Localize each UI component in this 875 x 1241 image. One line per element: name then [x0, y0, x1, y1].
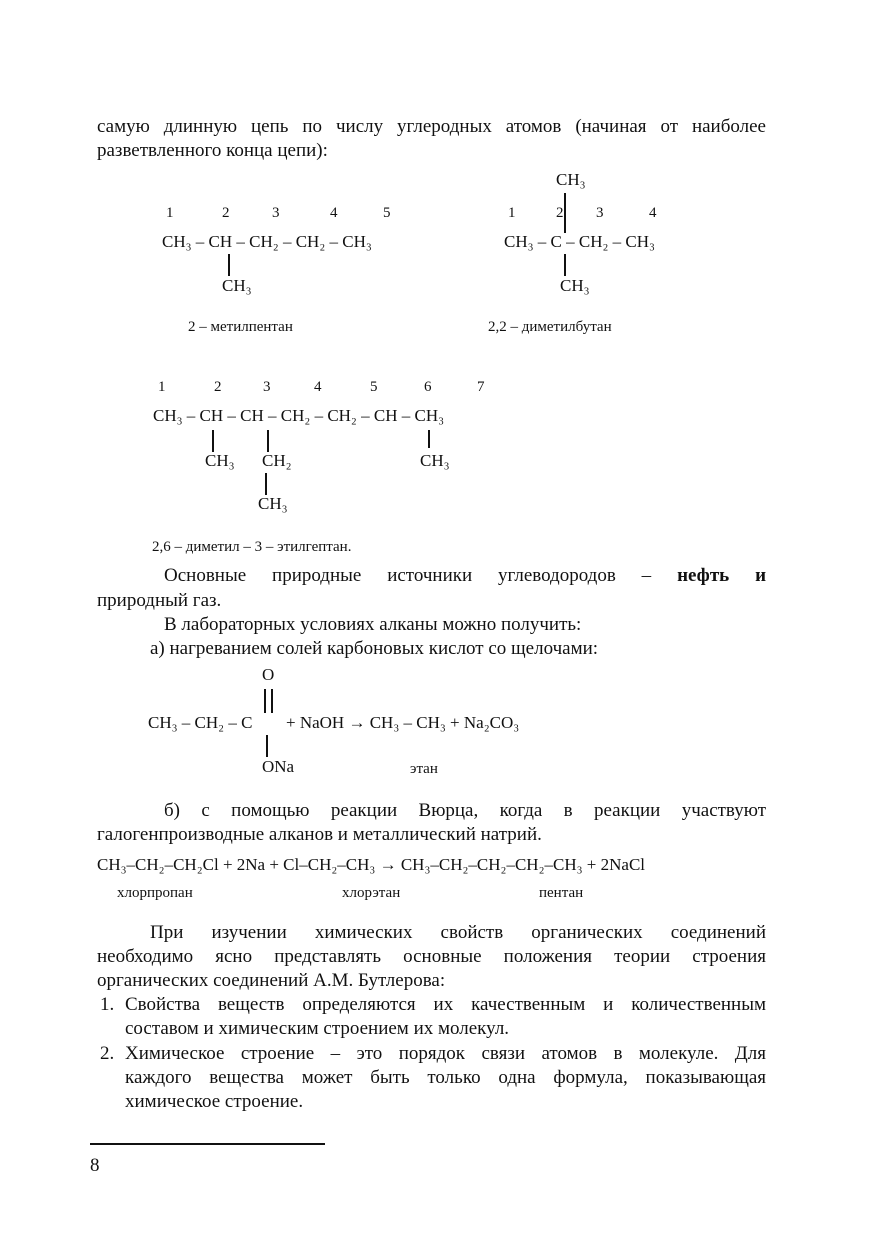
intro-line-2: разветвленного конца цепи): [97, 140, 328, 161]
atom-number: 1 [158, 379, 166, 395]
bond-line [564, 254, 566, 276]
reagent-name: хлорпропан [117, 885, 193, 901]
formula-branch-top: CH₃ [556, 170, 586, 189]
sources-line-1 [164, 565, 766, 588]
atom-number: 3 [263, 379, 271, 395]
atom-number: 1 [166, 205, 174, 221]
atom-number: 7 [477, 379, 485, 395]
product-name: пентан [539, 885, 584, 901]
double-bond-line [264, 689, 266, 713]
atom-number: 1 [508, 205, 516, 221]
atom-number: 5 [383, 205, 391, 221]
formula-left: CH₃ – CH₂ – C [148, 713, 253, 732]
atom-number: 4 [649, 205, 657, 221]
theory-line-3: органических соединений А.М. Бутлерова: [97, 970, 446, 991]
bond-line [265, 473, 267, 495]
bond-line [212, 430, 214, 452]
formula-chain: CH₃ – C – CH₂ – CH₃ [504, 232, 655, 251]
bond-line [267, 430, 269, 452]
wurtz-equation: CH₃–CH₂–CH₂Cl + 2Na + Cl–CH₂–CH₃ → CH₃–CH₂–CH₂–CH₂–CH₃ + 2NaCl [97, 855, 646, 874]
theory-line-2: необходимо ясно представлять основные положения теории строения [97, 946, 766, 967]
formula-branch: CH₃ [205, 451, 235, 470]
sources-bold: нефть и [677, 565, 767, 586]
atom-number: 2 [556, 205, 564, 221]
formula-branch: CH₃ [222, 276, 252, 295]
compound-name: 2 – метилпентан [188, 319, 293, 335]
formula-ona: ONa [262, 757, 295, 776]
wurtz-line-1: б) с помощью реакции Вюрца, когда в реакции участвуют [164, 800, 766, 821]
list-item-line-1: Химическое строение – это порядок связи атомов в молекуле. Для [125, 1043, 766, 1064]
list-number: 1. [100, 994, 115, 1015]
atom-number: 3 [272, 205, 280, 221]
list-item-line-2: каждого вещества может быть только одна формула, показывающая [125, 1067, 766, 1088]
intro-line-1: самую длинную цепь по числу углеродных атомов (начиная от наиболее [97, 116, 766, 137]
atom-number: 4 [314, 379, 322, 395]
bond-line [428, 430, 430, 448]
atom-number: 5 [370, 379, 378, 395]
page-number: 8 [90, 1155, 100, 1176]
atom-number: 3 [596, 205, 604, 221]
reagent-name: хлорэтан [342, 885, 401, 901]
footnote-divider [90, 1143, 325, 1145]
list-number: 2. [100, 1043, 115, 1064]
formula-chain: CH₃ – CH – CH – CH₂ – CH₂ – CH – CH₃ [153, 406, 445, 425]
formula-branch: CH₃ [258, 494, 288, 513]
sources-text: Основные природные источники углеводородов – [164, 565, 652, 586]
formula-right: + NaOH → CH₃ – CH₃ + Na₂CO₃ [286, 713, 520, 732]
formula-branch: CH₂ [262, 451, 292, 470]
formula-oxygen: O [262, 665, 275, 684]
formula-branch: CH₃ [420, 451, 450, 470]
formula-chain: CH₃ – CH – CH₂ – CH₂ – CH₃ [162, 232, 372, 251]
list-item-line-1: Свойства веществ определяются их качественным и количественным [125, 994, 766, 1015]
formula-branch-bottom: CH₃ [560, 276, 590, 295]
product-name: этан [410, 761, 438, 777]
atom-number: 2 [214, 379, 222, 395]
sources-line-2: природный газ. [97, 590, 222, 611]
atom-number: 4 [330, 205, 338, 221]
wurtz-line-2: галогенпроизводные алканов и металлический натрий. [97, 824, 542, 845]
list-item-line-2: составом и химическим строением их молекул. [125, 1018, 510, 1039]
theory-line-1: При изучении химических свойств органических соединений [150, 922, 766, 943]
method-a: а) нагреванием солей карбоновых кислот со щелочами: [150, 638, 599, 659]
bond-line [564, 193, 566, 233]
bond-line [228, 254, 230, 276]
atom-number: 2 [222, 205, 230, 221]
list-item-line-3: химическое строение. [125, 1091, 304, 1112]
double-bond-line [271, 689, 273, 713]
atom-number: 6 [424, 379, 432, 395]
lab-intro: В лабораторных условиях алканы можно получить: [164, 614, 582, 635]
compound-name: 2,2 – диметилбутан [488, 319, 612, 335]
compound-name: 2,6 – диметил – 3 – этилгептан. [152, 539, 352, 555]
bond-line [266, 735, 268, 757]
